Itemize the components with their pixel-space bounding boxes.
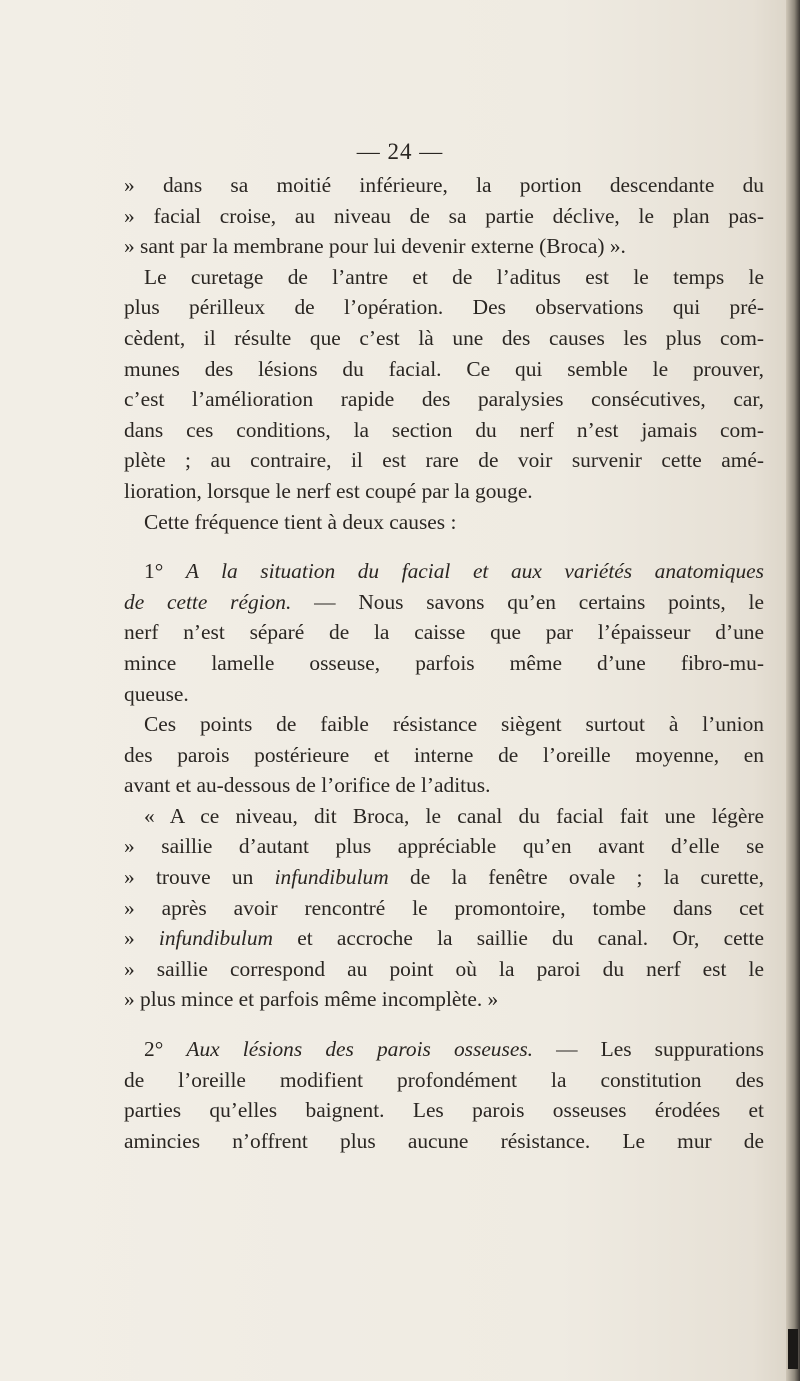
text-line: Ces points de faible résistance siègent surtout à l’union: [144, 712, 764, 737]
text-line: munes des lésions du facial. Ce qui semble le prouver,: [124, 356, 764, 381]
quote-line: » trouve un infundibulum de la fenêtre ovale ; la curette,: [124, 865, 764, 890]
text-line: plus périlleux de l’opération. Des observations qui pré-: [124, 295, 764, 320]
text-line: dans ces conditions, la section du nerf n’est jamais com-: [124, 417, 764, 442]
section-title: A la situation du facial et aux variétés anatomiques: [185, 559, 764, 584]
text-line: parties qu’elles baignent. Les parois osseuses érodées et: [124, 1098, 764, 1123]
section-heading-line: 2° Aux lésions des parois osseuses. — Les suppurations: [144, 1037, 764, 1062]
text-line: » sant par la membrane pour lui devenir externe (Broca) ».: [124, 234, 626, 259]
body-text: [124, 170, 764, 1156]
paragraph-4: [124, 709, 764, 801]
text-line: des parois postérieure et interne de l’oreille moyenne, en: [124, 742, 764, 767]
quote-line: » saillie d’autant plus appréciable qu’en avant d’elle se: [124, 834, 764, 859]
quote-line: » saillie correspond au point où la paroi du nerf est le: [124, 956, 764, 981]
quote-line: » infundibulum et accroche la saillie du canal. Or, cette: [124, 926, 764, 951]
text-line: amincies n’offrent plus aucune résistance. Le mur de: [124, 1128, 764, 1153]
spacer: [124, 1015, 764, 1034]
quote-line: » après avoir rencontré le promontoire, tombe dans cet: [124, 895, 764, 920]
section-2: [124, 1034, 764, 1156]
text-line: plète ; au contraire, il est rare de voir survenir cette amé-: [124, 448, 764, 473]
text-line: avant et au-dessous de l’orifice de l’aditus.: [124, 773, 491, 798]
section-title-cont: de cette région.: [124, 589, 292, 614]
section-number: 2°: [144, 1037, 164, 1062]
page-edge-shadow: [786, 0, 800, 1381]
text-line: de cette région. — Nous savons qu’en certains points, le: [124, 589, 764, 614]
text-line: nerf n’est séparé de la caisse que par l’épaisseur d’une: [124, 620, 764, 645]
spacer: [124, 537, 764, 556]
text-line: Le curetage de l’antre et de l’aditus est le temps le: [144, 264, 764, 289]
text-line: c’est l’amélioration rapide des paralysies consécutives, car,: [124, 387, 764, 412]
quote-line: « A ce niveau, dit Broca, le canal du facial fait une légère: [144, 803, 764, 828]
section-title: Aux lésions des parois osseuses.: [186, 1037, 533, 1062]
section-heading-line: [124, 556, 764, 587]
text-line: Cette fréquence tient à deux causes :: [144, 509, 457, 534]
paragraph-3: [124, 507, 764, 538]
paragraph-1: [124, 170, 764, 262]
text-line: mince lamelle osseuse, parfois même d’une fibro-mu-: [124, 650, 764, 675]
text-line: lioration, lorsque le nerf est coupé par la gouge.: [124, 478, 533, 503]
page-number: — 24 —: [356, 139, 444, 164]
section-1: [124, 556, 764, 709]
text-line: queuse.: [124, 681, 189, 706]
text-line: cèdent, il résulte que c’est là une des causes les plus com-: [124, 325, 764, 350]
text-line: » dans sa moitié inférieure, la portion descendante du: [124, 173, 764, 197]
quotation: [124, 801, 764, 1015]
edge-mark: [788, 1329, 798, 1369]
quote-line: » plus mince et parfois même incomplète. »: [124, 987, 499, 1012]
paragraph-2: [124, 262, 764, 507]
text-line: » facial croise, au niveau de sa partie déclive, le plan pas-: [124, 203, 764, 228]
section-number: 1°: [144, 559, 164, 584]
text-line: de l’oreille modifient profondément la constitution des: [124, 1067, 764, 1092]
